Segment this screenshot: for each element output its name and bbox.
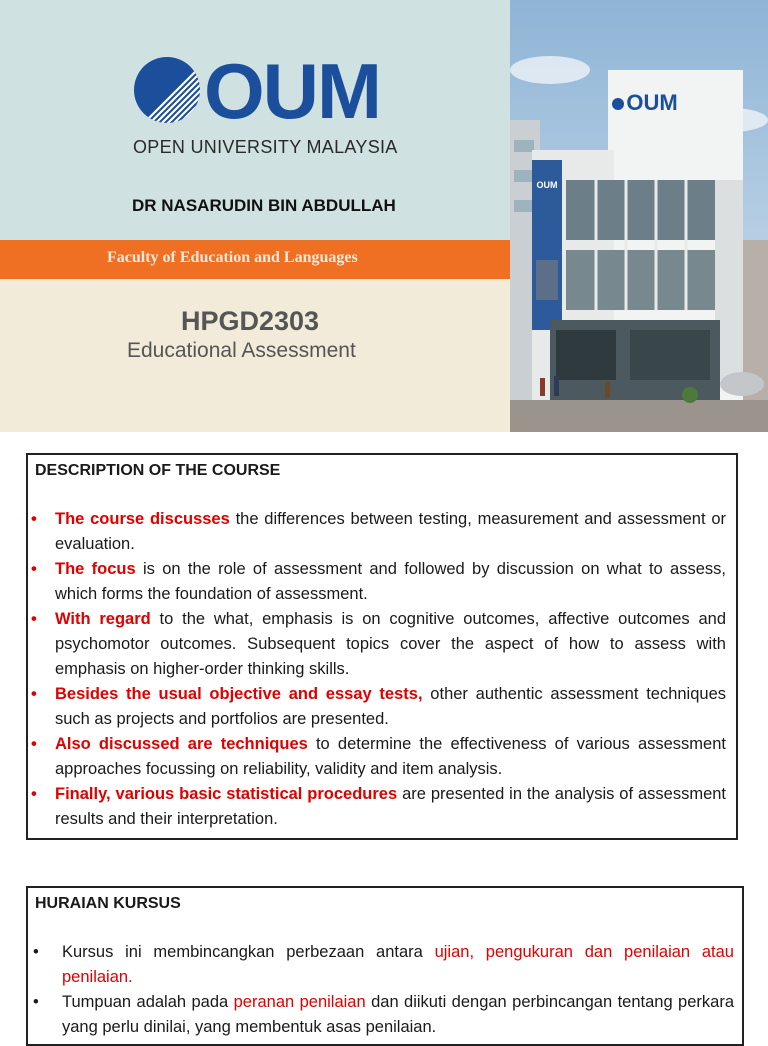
highlight-text: Also discussed are techniques	[55, 735, 308, 753]
bullet-icon: •	[31, 510, 37, 528]
building-sign: OUM	[626, 90, 678, 115]
bullet-icon: •	[33, 993, 39, 1011]
highlight-text: Finally, various basic statistical procedures	[55, 785, 398, 803]
bullet-icon: •	[31, 610, 37, 628]
body-text: is on the role of assessment and followed by discussion on what to assess, which forms the foundation of assessment.	[55, 560, 726, 603]
body-text: Kursus ini membincangkan perbezaan antara	[62, 943, 435, 961]
bullet-icon: •	[31, 785, 37, 803]
faculty-name: Faculty of Education and Languages	[107, 249, 358, 266]
huraian-kursus-box	[26, 886, 744, 1046]
body-text: other authentic assessment techniques such as projects and portfolios are presented.	[55, 685, 727, 728]
description-list	[28, 507, 732, 832]
svg-text:OUM: OUM	[536, 180, 558, 190]
huraian-title: HURAIAN KURSUS	[35, 895, 181, 912]
list-item	[28, 682, 732, 732]
course-name: Educational Assessment	[127, 339, 356, 362]
body-text: to determine the effectiveness of various assessment approaches focussing on reliability, validity and item analysis.	[55, 735, 726, 778]
course-code: HPGD2303	[181, 306, 320, 336]
logo-subtitle: OPEN UNIVERSITY MALAYSIA	[133, 137, 398, 157]
body-text: Tumpuan adalah pada	[62, 993, 234, 1011]
body-text: to the what, emphasis is on cognitive outcomes, affective outcomes and psychomotor outcomes. Subsequent topics cover the aspect of how to assess with emphasis on higher-order thinking skills.	[55, 610, 727, 678]
course-description-box	[26, 453, 738, 840]
bullet-icon: •	[33, 943, 39, 961]
list-item	[28, 507, 732, 557]
list-item	[28, 607, 732, 682]
oum-logo-icon	[133, 56, 201, 124]
highlight-text: ujian, pengukuran dan penilaian atau penilaian.	[62, 943, 734, 986]
body-text: are presented in the analysis of assessment results and their interpretation.	[55, 785, 727, 828]
list-item	[28, 782, 732, 832]
list-item	[28, 940, 740, 990]
list-item	[28, 557, 732, 607]
highlight-text: peranan penilaian	[233, 993, 366, 1011]
list-item	[28, 990, 740, 1040]
building-photo	[510, 0, 768, 432]
bullet-icon: •	[31, 560, 37, 578]
body-text: the differences between testing, measurement and assessment or evaluation.	[55, 510, 727, 553]
highlight-text: Besides the usual objective and essay tests,	[55, 685, 423, 703]
body-text: dan diikuti dengan perbincangan tentang perkara yang perlu dinilai, yang membentuk asas penilaian.	[62, 993, 734, 1036]
highlight-text: The focus	[55, 560, 136, 578]
list-item	[28, 732, 732, 782]
bullet-icon: •	[31, 735, 37, 753]
logo-wordmark: OUM	[204, 47, 380, 135]
highlight-text: With regard	[55, 610, 151, 628]
author-name: DR NASARUDIN BIN ABDULLAH	[132, 196, 396, 215]
huraian-list	[28, 940, 740, 1040]
description-title: DESCRIPTION OF THE COURSE	[35, 462, 281, 479]
bullet-icon: •	[31, 685, 37, 703]
highlight-text: The course discusses	[55, 510, 230, 528]
